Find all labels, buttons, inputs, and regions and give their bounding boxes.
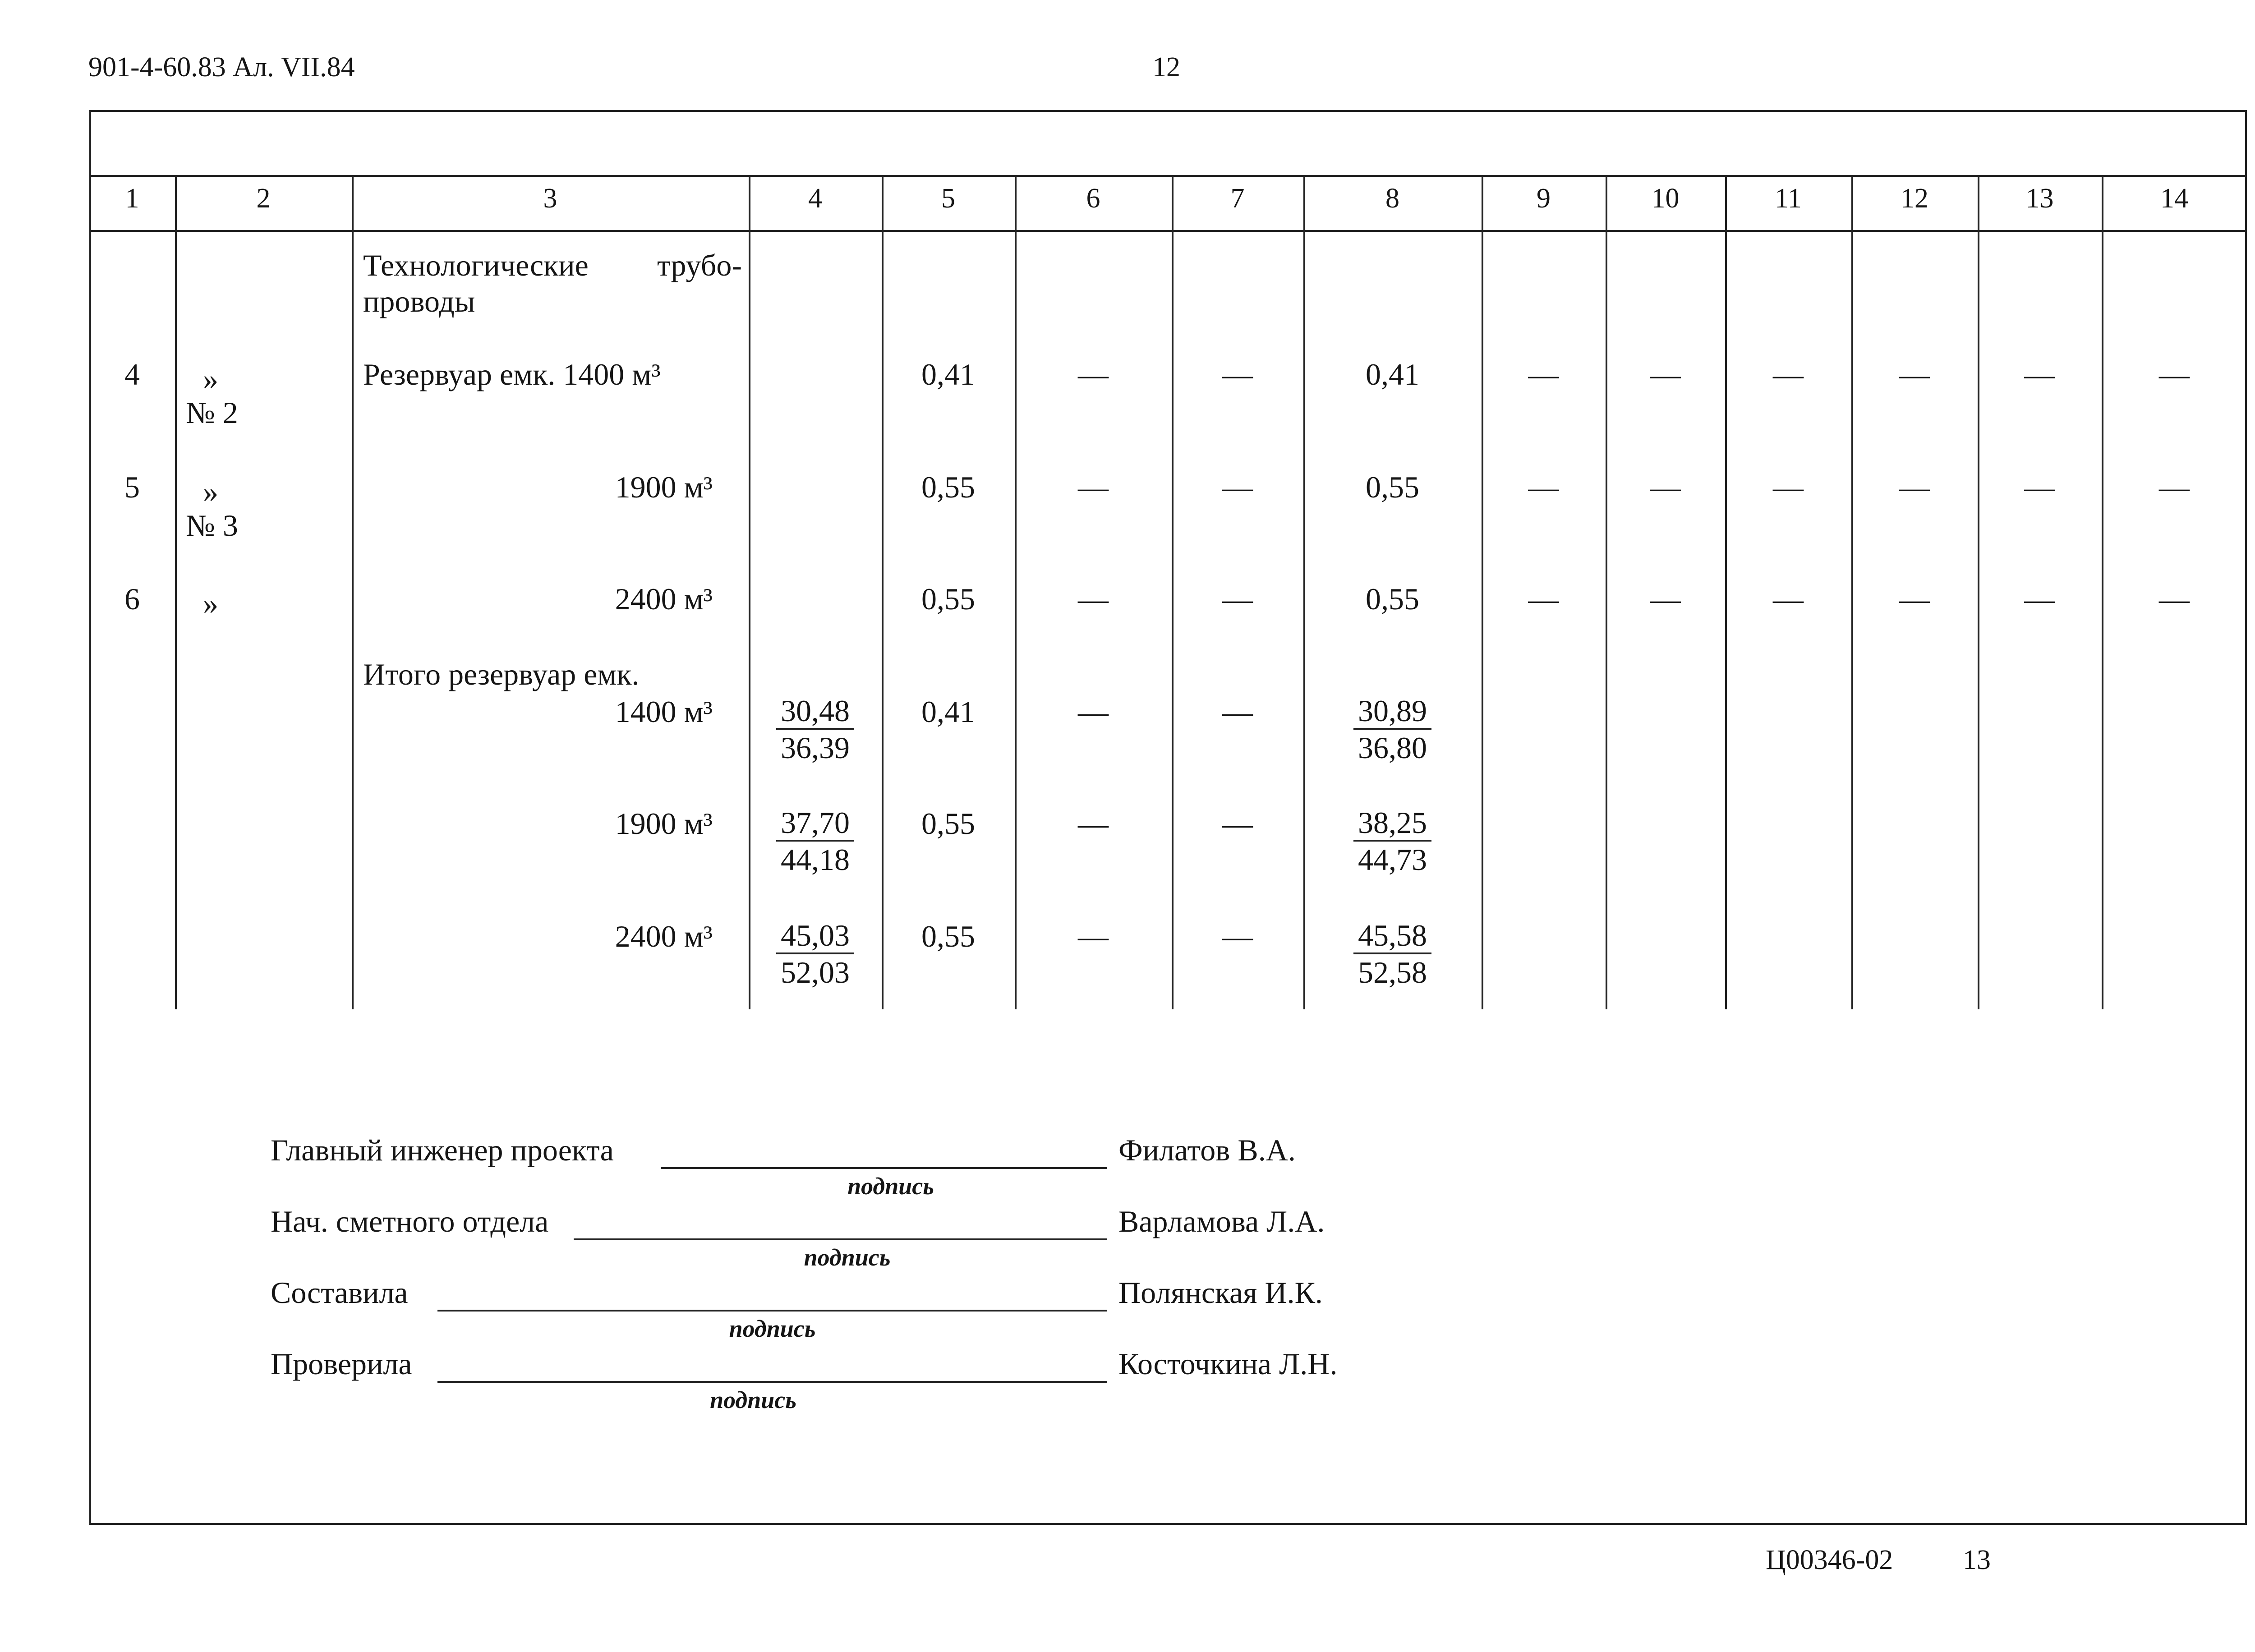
- column-header: 3: [543, 183, 557, 214]
- dash-cell: —: [1222, 357, 1253, 391]
- signature-line: [661, 1167, 1107, 1169]
- fraction-denominator: 44,18: [781, 842, 850, 877]
- value-col8: 0,55: [1366, 582, 1419, 616]
- dash-cell: —: [1899, 357, 1930, 391]
- total-name: 2400 м³: [615, 919, 713, 953]
- position-number: № 2: [186, 396, 238, 430]
- dash-cell: —: [2024, 357, 2055, 391]
- dash-cell: —: [1650, 582, 1681, 616]
- value-col8: 0,55: [1366, 470, 1419, 504]
- signature-role: Составила: [271, 1275, 408, 1310]
- dash-cell: —: [1650, 357, 1681, 391]
- total-col5: 0,41: [921, 695, 975, 729]
- dash-cell: —: [1078, 919, 1109, 953]
- column-header: 2: [256, 183, 271, 214]
- dash-cell: —: [1222, 806, 1253, 841]
- column-header: 10: [1651, 183, 1680, 214]
- dash-cell: —: [1773, 582, 1804, 616]
- signer-name: Варламова Л.А.: [1118, 1204, 1325, 1238]
- column-header: 5: [941, 183, 955, 214]
- signer-name: Полянская И.К.: [1118, 1275, 1323, 1310]
- signature-line: [574, 1238, 1107, 1240]
- total-name: 1900 м³: [615, 806, 713, 841]
- signature-role: Нач. сметного отдела: [271, 1204, 549, 1238]
- signature-role: Главный инженер проекта: [271, 1133, 614, 1167]
- column-header: 6: [1086, 183, 1100, 214]
- dash-cell: —: [1078, 806, 1109, 841]
- total-col4: [749, 694, 882, 766]
- dash-cell: —: [1078, 357, 1109, 391]
- item-name: 2400 м³: [615, 582, 713, 616]
- fraction-denominator: 44,73: [1358, 842, 1427, 877]
- total-col5: 0,55: [921, 919, 975, 953]
- fraction-denominator: 36,80: [1358, 731, 1427, 765]
- fraction-numerator: 38,25: [1353, 805, 1431, 842]
- value-col5: 0,41: [921, 357, 975, 391]
- row-number: 4: [124, 357, 140, 391]
- dash-cell: —: [1222, 582, 1253, 616]
- document-code: 901-4-60.83 Ал. VII.84: [88, 52, 355, 83]
- dash-cell: —: [1222, 695, 1253, 729]
- total-col5: 0,55: [921, 806, 975, 841]
- row-number: 6: [124, 582, 140, 616]
- position-ditto: »: [203, 474, 218, 509]
- signature-caption: подпись: [710, 1386, 796, 1413]
- column-header: 12: [1901, 183, 1928, 214]
- fraction-denominator: 52,03: [781, 955, 850, 989]
- column-divider: [749, 175, 750, 1009]
- column-header: 14: [2160, 183, 2188, 214]
- fraction-numerator: 30,89: [1353, 694, 1431, 730]
- column-divider: [175, 175, 177, 1009]
- dash-cell: —: [2159, 357, 2190, 391]
- dash-cell: —: [1528, 582, 1559, 616]
- item-name: Резервуар емк. 1400 м³: [363, 357, 661, 391]
- fraction-denominator: 52,58: [1358, 955, 1427, 989]
- dash-cell: —: [1899, 470, 1930, 504]
- signer-name: Косточкина Л.Н.: [1118, 1347, 1338, 1381]
- dash-cell: —: [2159, 582, 2190, 616]
- footer-page: 13: [1963, 1545, 1991, 1575]
- column-header: 13: [2025, 183, 2054, 214]
- value-col8: 0,41: [1366, 357, 1419, 391]
- fraction-numerator: 37,70: [776, 805, 854, 842]
- dash-cell: —: [1078, 582, 1109, 616]
- total-col4: [749, 805, 882, 878]
- signature-caption: подпись: [729, 1315, 816, 1342]
- position-ditto: »: [203, 586, 218, 621]
- column-header: 11: [1775, 183, 1802, 214]
- fraction-denominator: 36,39: [781, 731, 850, 765]
- total-col8: [1303, 918, 1482, 990]
- position-number: № 3: [186, 508, 238, 543]
- value-col5: 0,55: [921, 470, 975, 504]
- table-header-top-rule: [89, 175, 2247, 177]
- column-header: 7: [1230, 183, 1245, 214]
- total-name: 1400 м³: [615, 695, 713, 729]
- totals-title: Итого резервуар емк.: [363, 657, 640, 691]
- signature-line: [437, 1310, 1107, 1311]
- dash-cell: —: [1078, 695, 1109, 729]
- signature-caption: подпись: [804, 1244, 891, 1271]
- fraction-numerator: 45,58: [1353, 918, 1431, 954]
- dash-cell: —: [1222, 919, 1253, 953]
- column-divider: [352, 175, 354, 1009]
- fraction-numerator: 30,48: [776, 694, 854, 730]
- dash-cell: —: [2024, 470, 2055, 504]
- signature-line: [437, 1381, 1107, 1383]
- total-col8: [1303, 805, 1482, 878]
- dash-cell: —: [1528, 470, 1559, 504]
- dash-cell: —: [1773, 357, 1804, 391]
- dash-cell: —: [1899, 582, 1930, 616]
- dash-cell: —: [1773, 470, 1804, 504]
- signature-caption: подпись: [847, 1173, 934, 1200]
- total-col8: [1303, 694, 1482, 766]
- column-header: 4: [808, 183, 822, 214]
- section-title: Технологические трубо-проводы: [363, 248, 742, 318]
- footer-code: Ц00346-02: [1766, 1545, 1893, 1575]
- column-header: 8: [1385, 183, 1399, 214]
- dash-cell: —: [2024, 582, 2055, 616]
- dash-cell: —: [1528, 357, 1559, 391]
- value-col5: 0,55: [921, 582, 975, 616]
- row-number: 5: [124, 470, 140, 504]
- item-name: 1900 м³: [615, 470, 713, 504]
- fraction-numerator: 45,03: [776, 918, 854, 954]
- dash-cell: —: [2159, 470, 2190, 504]
- dash-cell: —: [1078, 470, 1109, 504]
- column-header: 9: [1537, 183, 1551, 214]
- page-number: 12: [1152, 52, 1180, 83]
- dash-cell: —: [1650, 470, 1681, 504]
- total-col4: [749, 918, 882, 990]
- position-ditto: »: [203, 362, 218, 396]
- dash-cell: —: [1222, 470, 1253, 504]
- column-header: 1: [125, 183, 139, 214]
- signer-name: Филатов В.А.: [1118, 1133, 1296, 1167]
- signature-role: Проверила: [271, 1347, 412, 1381]
